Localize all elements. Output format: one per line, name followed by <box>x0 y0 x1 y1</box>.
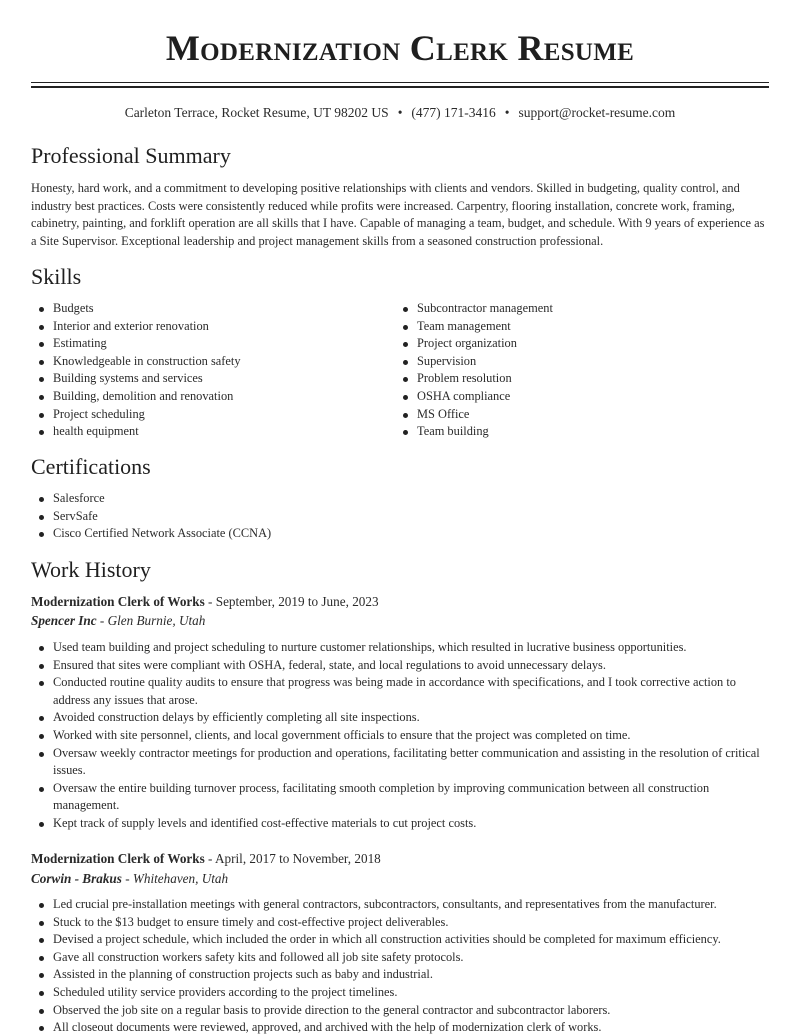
job-location: - Whitehaven, Utah <box>121 871 229 886</box>
skill-item: Project organization <box>395 335 765 353</box>
job-location: - Glen Burnie, Utah <box>96 613 206 628</box>
job-duty-item: Stuck to the $13 budget to ensure timely and cost-effective project deliverables. <box>31 914 771 932</box>
job-duty-item: Led crucial pre-installation meetings with general contractors, subcontractors, consultants, and representatives from the manufacturer. <box>31 896 771 914</box>
job-duty-item: Assisted in the planning of construction projects such as baby and industrial. <box>31 966 771 984</box>
skill-item: Budgets <box>31 300 381 318</box>
contact-phone: (477) 171-3416 <box>411 105 496 120</box>
skill-item: Team building <box>395 423 765 441</box>
job-duty-item: Used team building and project scheduling to nurture customer relationships, which resulted in lucrative business opportunities. <box>31 639 771 657</box>
job-duty-item: Devised a project schedule, which included the order in which all construction activities should be completed for maximum efficiency. <box>31 931 771 949</box>
title-divider-thick <box>31 86 769 88</box>
job-duty-item: Kept track of supply levels and identified cost-effective materials to cut project costs. <box>31 815 771 833</box>
resume-title: Modernization Clerk Resume <box>165 28 635 68</box>
contact-address: Carleton Terrace, Rocket Resume, UT 98202 US <box>124 105 389 120</box>
job-duty-item: Oversaw weekly contractor meetings for production and operations, facilitating better communication and assisting in the resolution of critical issues. <box>31 745 771 780</box>
contact-line <box>0 105 800 121</box>
skill-item: Knowledgeable in construction safety <box>31 353 381 371</box>
contact-email[interactable]: support@rocket-resume.com <box>518 105 676 120</box>
title-divider-thin <box>31 82 769 83</box>
employer-line <box>31 871 228 887</box>
job-duty-item: Scheduled utility service providers according to the project timelines. <box>31 984 771 1002</box>
job-duty-item: Ensured that sites were compliant with OSHA, federal, state, and local regulations to avoid unnecessary delays. <box>31 657 771 675</box>
job-duties-list <box>31 639 771 833</box>
skills-list-left <box>31 300 381 441</box>
skill-item: Supervision <box>395 353 765 371</box>
job-role: Modernization Clerk of Works <box>31 851 205 866</box>
summary-heading: Professional Summary <box>31 143 231 168</box>
job-duty-item: All closeout documents were reviewed, approved, and archived with the help of modernization clerk of works. <box>31 1019 771 1035</box>
job-dates: - September, 2019 to June, 2023 <box>204 594 379 609</box>
skill-item: health equipment <box>31 423 381 441</box>
job-title-line <box>31 851 381 867</box>
skill-item: Project scheduling <box>31 406 381 424</box>
job-company: Spencer Inc <box>31 613 97 628</box>
work-history-heading: Work History <box>31 557 151 582</box>
skill-item: Team management <box>395 318 765 336</box>
skills-list-right <box>395 300 765 441</box>
certification-item: Cisco Certified Network Associate (CCNA) <box>31 525 631 543</box>
job-duty-item: Worked with site personnel, clients, and local government officials to ensure that the project was completed on time. <box>31 727 771 745</box>
summary-text: Honesty, hard work, and a commitment to developing positive relationships with clients and vendors. Skilled in budgeting, quality control, and industry best practices. Costs were consistently reduced while profits were increased. Carpentry, flooring installation, concrete work, framing, cabinetry, painting, and forklift operation are all skills that I have. Capable of managing a team, budget, and schedule. With 9 years of experience as a Site Supervisor. Exceptional leadership and project management skills from a seasoned construction professional. <box>31 181 765 248</box>
job-duty-item: Gave all construction workers safety kits and followed all job site safety protocols. <box>31 949 771 967</box>
job-title-line <box>31 594 379 610</box>
skill-item: Subcontractor management <box>395 300 765 318</box>
skill-item: OSHA compliance <box>395 388 765 406</box>
job-duty-item: Oversaw the entire building turnover process, facilitating smooth completion by improving communication between all construction management. <box>31 780 771 815</box>
employer-line <box>31 613 205 629</box>
job-duties-list <box>31 896 771 1035</box>
certifications-heading: Certifications <box>31 454 151 479</box>
job-role: Modernization Clerk of Works <box>31 594 205 609</box>
skill-item: Estimating <box>31 335 381 353</box>
contact-separator: • <box>397 105 403 120</box>
skill-item: Interior and exterior renovation <box>31 318 381 336</box>
job-dates: - April, 2017 to November, 2018 <box>204 851 381 866</box>
certifications-list <box>31 490 631 543</box>
job-company: Corwin - Brakus <box>31 871 122 886</box>
certification-item: ServSafe <box>31 508 631 526</box>
job-duty-item: Conducted routine quality audits to ensure that progress was being made in accordance with specifications, and I took corrective action to address any issues that arose. <box>31 674 771 709</box>
skill-item: Problem resolution <box>395 370 765 388</box>
skills-heading: Skills <box>31 264 82 289</box>
contact-separator: • <box>504 105 510 120</box>
job-duty-item: Observed the job site on a regular basis to provide direction to the general contractor and subcontractor laborers. <box>31 1002 771 1020</box>
skill-item: Building systems and services <box>31 370 381 388</box>
skill-item: MS Office <box>395 406 765 424</box>
job-duty-item: Avoided construction delays by efficiently completing all site inspections. <box>31 709 771 727</box>
certification-item: Salesforce <box>31 490 631 508</box>
skill-item: Building, demolition and renovation <box>31 388 381 406</box>
